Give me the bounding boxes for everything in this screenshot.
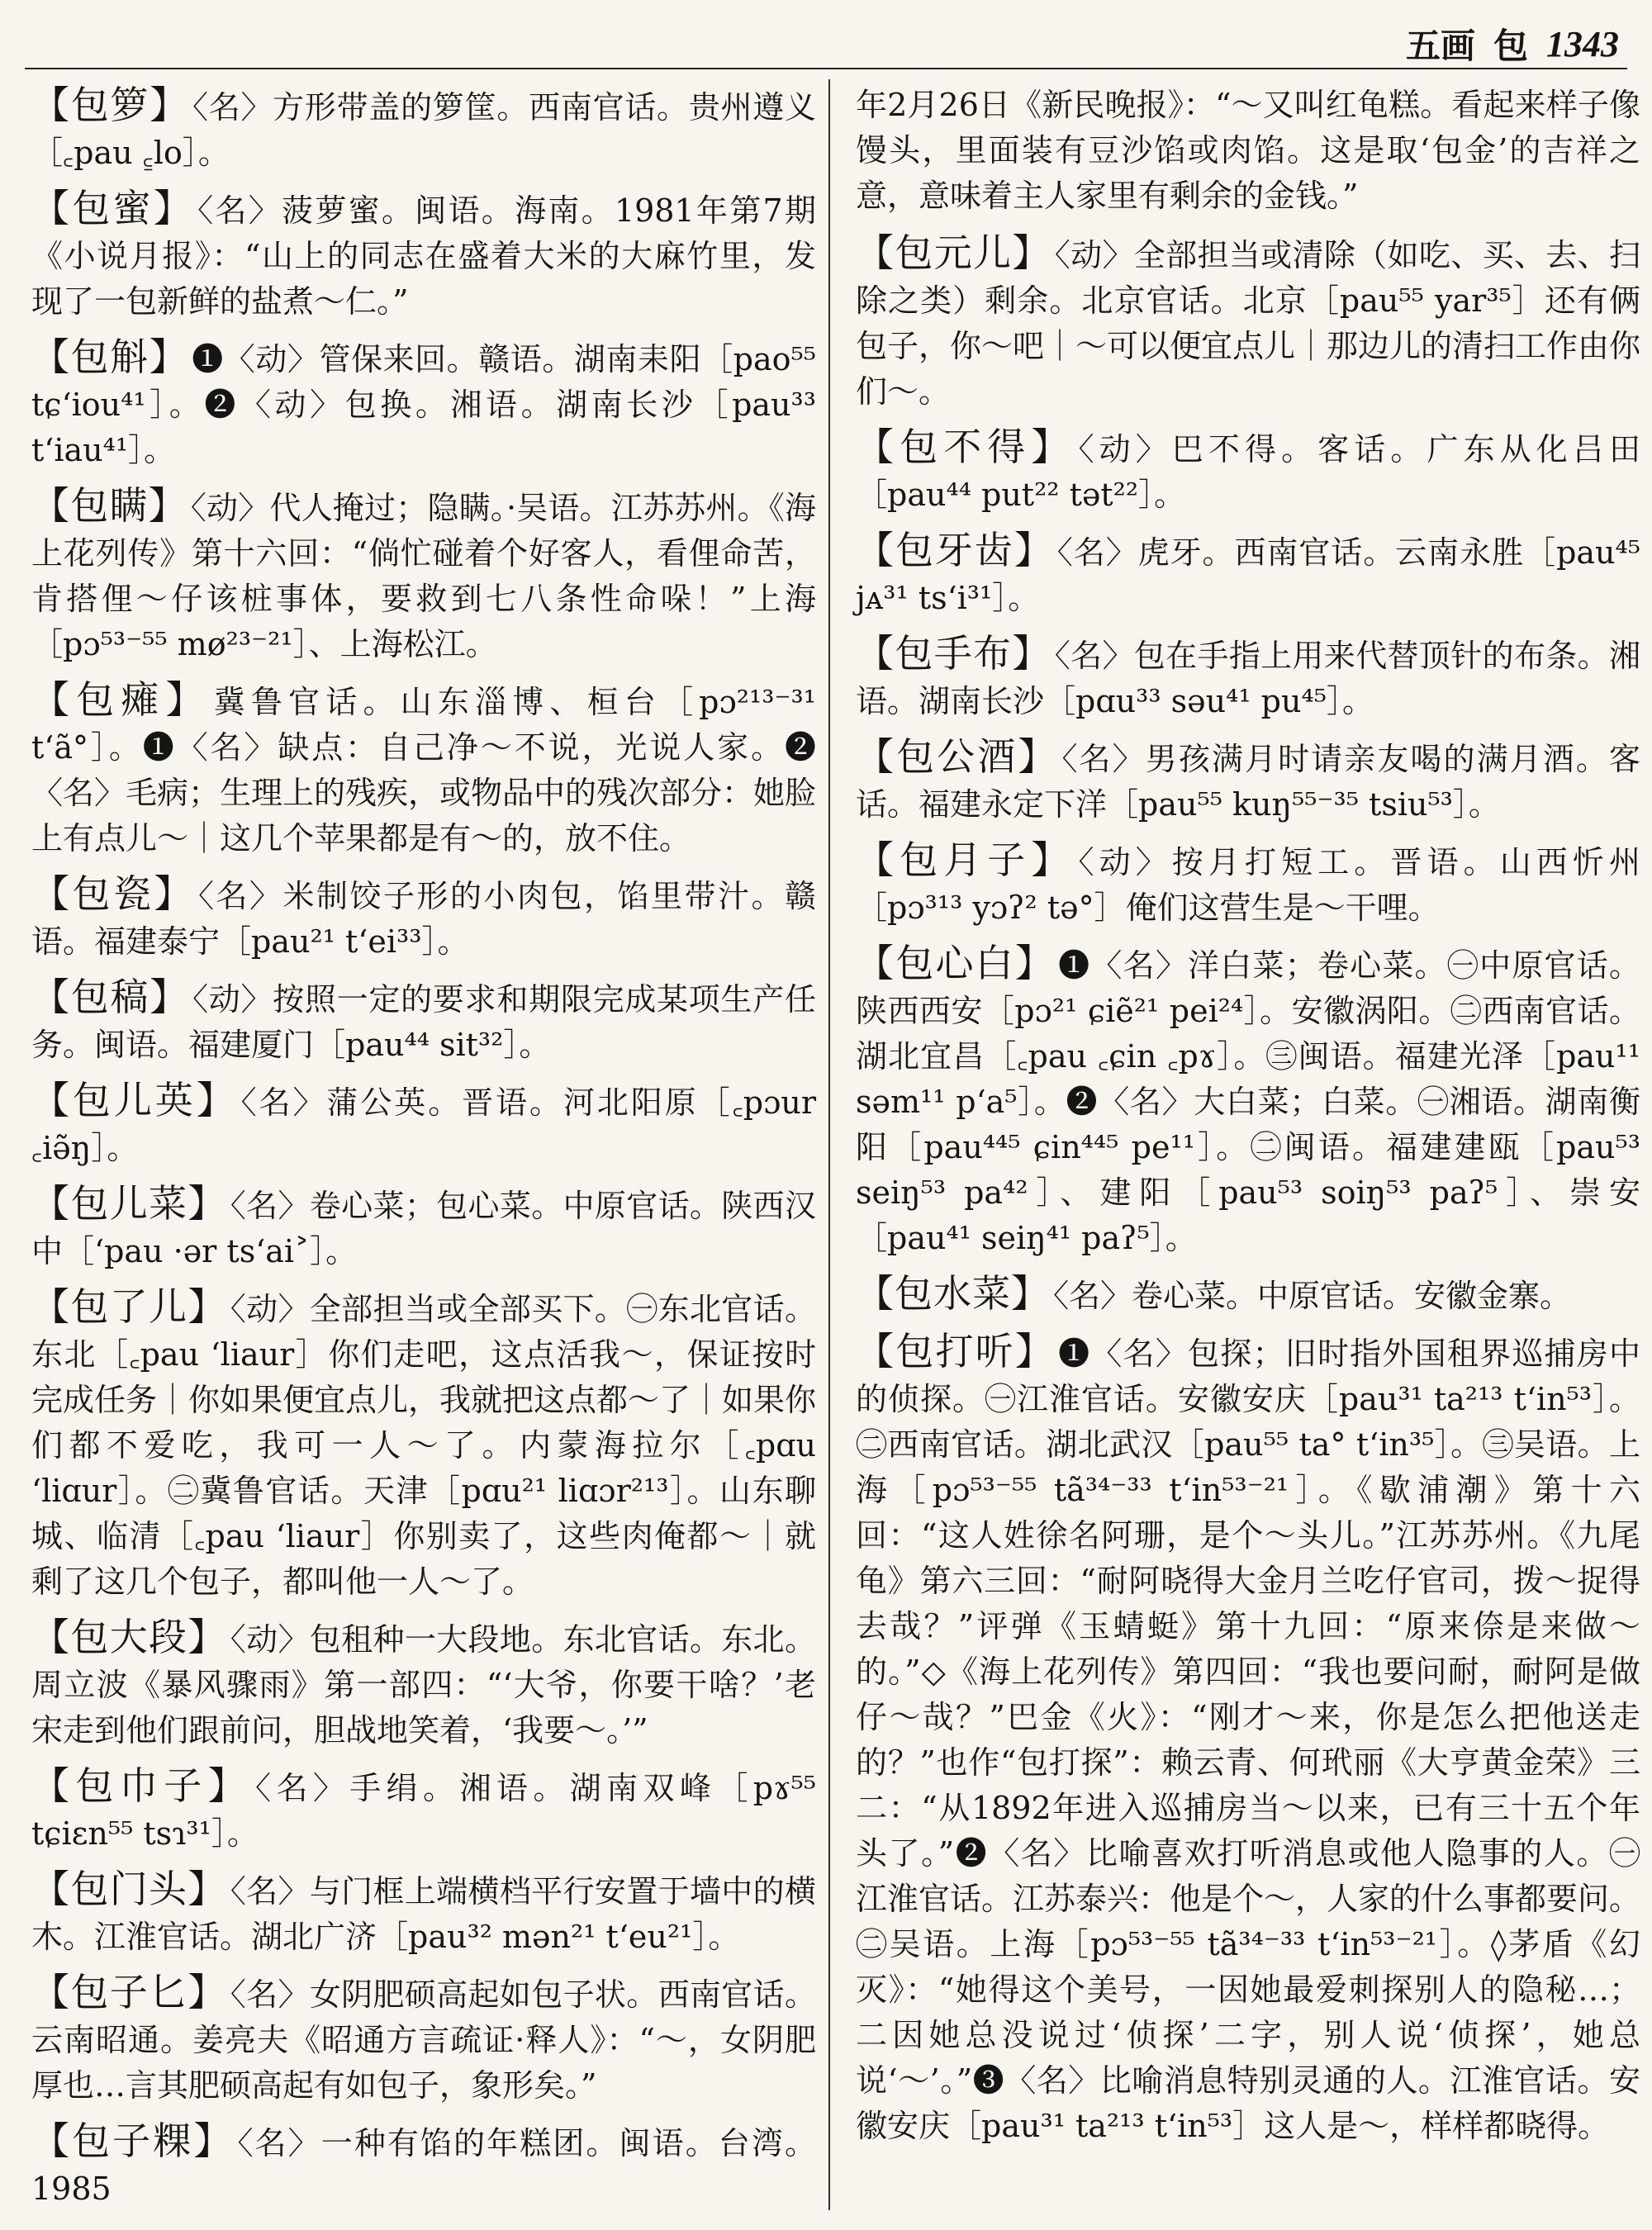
entry-definition: 〈名〉蒲公英。晋语。河北阳原［꜀pɔur ꜀iə̃ŋ］。	[31, 1084, 816, 1166]
entry-headword: 【包子匕】	[31, 1970, 227, 2014]
entry-headword: 【包打听】	[856, 1329, 1056, 1374]
entry-definition: 〈名〉菠萝蜜。闽语。海南。1981年第7期《小说月报》：“山上的同志在盛着大米的大麻竹里，发现了一包新鲜的盐煮～仁。”	[31, 192, 817, 320]
entry-definition: 〈动〉全部担当或清除（如吃、买、去、扫除之类）剩余。北京官话。北京［pau⁵⁵ yar³⁵］还有俩包子，你～吧｜～可以便宜点儿｜那边儿的清扫工作由你们～。	[856, 237, 1641, 410]
entry-definition: 〈动〉包租种一大段地。东北官话。东北。周立波《暴风骤雨》第一部四：“‘大爷，你要干啥？’老宋走到他们跟前问，胆战地笑着，‘我要～。’”	[31, 1621, 817, 1748]
entry-headword: 【包瞒】	[31, 483, 188, 528]
dictionary-entry	[31, 1615, 816, 1753]
entry-definition: 〈名〉包在手指上用来代替顶针的布条。湘语。湖南长沙［pɑu³³ səu⁴¹ pu⁴⁵］。	[856, 638, 1641, 719]
dictionary-entry	[856, 941, 1640, 1261]
dictionary-entry	[31, 334, 816, 473]
entry-headword: 【包不得】	[856, 425, 1075, 469]
entry-headword: 【包儿菜】	[31, 1181, 227, 1226]
entry-definition: 〈名〉女阴肥硕高起如包子状。西南官话。云南昭通。姜亮夫《昭通方言疏证·释人》：“～，女阴肥厚也…言其肥硕高起有如包子，象形矣。”	[31, 1976, 817, 2104]
dictionary-entry	[31, 677, 816, 861]
entry-definition: 〈动〉按月打短工。晋语。山西忻州［pɔ³¹³ yɔʔ² tə°］俺们这营生是～干哩。	[856, 844, 1640, 926]
entry-headword: 【包蜜】	[31, 186, 195, 230]
dictionary-entry	[856, 734, 1640, 828]
dictionary-entry	[31, 1284, 816, 1605]
entry-definition: 〈动〉按照一定的要求和期限完成某项生产任务。闽语。福建厦门［pau⁴⁴ sit³²］。	[31, 981, 817, 1063]
entry-headword: 【包元儿】	[856, 230, 1051, 275]
entry-definition: ❶〈名〉包探；旧时指外国租界巡捕房中的侦探。㊀江淮官话。安徽安庆［pau³¹ ta²¹³ tʻin⁵³］。㊁西南官话。湖北武汉［pau⁵⁵ ta° tʻin³⁵］。㊂吴语。上海［pɔ⁵³⁻⁵⁵ tã³⁴⁻³³ tʻin⁵³⁻²¹］。《歇浦潮》第十六回：“这人姓徐名阿珊，是个～头儿。”江苏苏州。《九尾龟》第六三回：“耐阿晓得大金月兰吃仔官司，拨～捉得去哉？”评弹《玉蜻蜓》第十九回：“原来倷是来做～的。”◇《海上花列传》第四回：“我也要问耐，耐阿是做仔～哉？”巴金《火》：“刚才～来，你是怎么把他送走的？”也作“包打探”：赖云青、何玳丽《大亨黄金荣》三二：“从1892年进入巡捕房当～以来，已有三十五个年头了。”❷〈名〉比喻喜欢打听消息或他人隐事的人。㊀江淮官话。江苏泰兴：他是个～，人家的什么事都要问。㊁吴语。上海［pɔ⁵³⁻⁵⁵ tã³⁴⁻³³ tʻin⁵³⁻²¹］。◊茅盾《幻灭》：“她得这个美号，一因她最爱刺探别人的隐秘…；二因她总没说过‘侦探’二字，别人说‘侦探’，她总说‘～’。”❸〈名〉比喻消息特别灵通的人。江淮官话。安徽安庆［pau³¹ ta²¹³ tʻin⁵³］这人是～，样样都晓得。	[856, 1336, 1641, 2144]
section-label: 五画	[1405, 26, 1475, 66]
entry-headword: 【包牙齿】	[856, 528, 1054, 572]
entry-headword: 【包瘫】	[31, 677, 211, 722]
header-rule	[25, 68, 1627, 69]
entry-headword: 【包箩】	[31, 83, 189, 127]
entry-definition: ❶〈动〉管保来回。赣语。湖南耒阳［pao⁵⁵ tɕʻiou⁴¹］。❷〈动〉包换。湘语。湖南长沙［pau³³ tʻiau⁴¹］。	[31, 341, 817, 468]
entry-definition: 〈名〉男孩满月时请亲友喝的满月酒。客话。福建永定下洋［pau⁵⁵ kuŋ⁵⁵⁻³⁵ tsiu⁵³］。	[856, 741, 1640, 823]
entry-headword: 【包稿】	[31, 975, 189, 1019]
entry-headword: 【包巾子】	[31, 1763, 253, 1808]
entry-headword: 【包瓷】	[31, 871, 195, 916]
entry-definition: 〈名〉卷心菜；包心菜。中原官话。陕西汉中［ʻpau ·ər tsʻai˃］。	[31, 1188, 817, 1269]
dictionary-entry	[31, 1763, 816, 1857]
entry-definition: 〈名〉手绢。湘语。湖南双峰［pɤ⁵⁵ tɕiɛn⁵⁵ tsɿ³¹］。	[31, 1770, 816, 1852]
entry-definition: 〈动〉全部担当或全部买下。㊀东北官话。东北［꜀pau ʻliaur］你们走吧，这点活我～，保证按时完成任务｜你如果便宜点儿，我就把这点都～了｜如果你们都不爱吃，我可一人～了。内蒙海拉尔［꜀pɑu ʻliɑur］。㊁冀鲁官话。天津［pɑu²¹ liɑɔr²¹³］。山东聊城、临清［꜀pau ʻliaur］你别卖了，这些肉俺都～｜就剩了这几个包子，都叫他一人～了。	[31, 1291, 817, 1600]
radical-label: 包	[1493, 26, 1528, 66]
dictionary-entry	[31, 1181, 816, 1274]
entry-definition: 〈名〉方形带盖的箩筐。西南官话。贵州遵义［꜀pau ꜁lo］。	[31, 89, 817, 171]
entry-headword: 【包手布】	[856, 631, 1051, 676]
left-column	[31, 83, 816, 2222]
entry-definition: 〈名〉虎牙。西南官话。云南永胜［pau⁴⁵ jᴀ³¹ tsʻi³¹］。	[856, 534, 1640, 616]
dictionary-entry	[856, 528, 1640, 621]
entry-definition: 〈名〉一种有馅的年糕团。闽语。台湾。1985	[31, 2125, 816, 2207]
entry-headword: 【包月子】	[856, 837, 1075, 882]
dictionary-entry	[856, 230, 1640, 415]
dictionary-entry	[856, 425, 1640, 518]
entry-definition: 〈名〉卷心菜。中原官话。安徽金寨。	[1053, 1278, 1572, 1314]
entry-headword: 【包大段】	[31, 1615, 227, 1659]
dictionary-entry	[856, 1271, 1640, 1319]
entry-definition: 〈动〉代人掩过；隐瞒。·吴语。江苏苏州。《海上花列传》第十六回：“倘忙碰着个好客人，看俚命苦，肯搭俚～仔该桩事体，要救到七八条性命哚！”上海［pɔ⁵³⁻⁵⁵ mø²³⁻²¹］、上海松江。	[31, 490, 816, 662]
entry-headword: 【包儿英】	[31, 1078, 238, 1122]
dictionary-entry	[856, 1329, 1640, 2149]
entry-definition: 冀鲁官话。山东淄博、桓台［pɔ²¹³⁻³¹ tʻã°］。❶〈名〉缺点：自己净～不说，光说人家。❷〈名〉毛病；生理上的残疾，或物品中的残次部分：她脸上有点儿～｜这几个苹果都是有～的，放不住。	[31, 684, 817, 856]
entry-definition: 〈名〉与门框上端横档平行安置于墙中的横木。江淮官话。湖北广济［pau³² mən²¹ tʻeu²¹］。	[31, 1873, 817, 1955]
entry-headword: 【包水菜】	[856, 1271, 1050, 1316]
dictionary-entry	[31, 975, 816, 1068]
dictionary-entry	[31, 1078, 816, 1171]
entry-definition: 〈动〉巴不得。客话。广东从化吕田［pau⁴⁴ put²² tət²²］。	[856, 431, 1640, 513]
dictionary-entry	[31, 186, 816, 325]
column-divider	[828, 79, 830, 2210]
right-column	[856, 83, 1640, 2159]
entry-definition: ❶〈名〉洋白菜；卷心菜。㊀中原官话。陕西西安［pɔ²¹ ɕiẽ²¹ pei²⁴］。安徽涡阳。㊁西南官话。湖北宜昌［꜀pau ꜀ɕin ꜀pɤ］。㊂闽语。福建光泽［pau¹¹ səm¹¹ pʻa⁵］。❷〈名〉大白菜；白菜。㊀湘语。湖南衡阳［pau⁴⁴⁵ ɕin⁴⁴⁵ pe¹¹］。㊁闽语。福建建瓯［pau⁵³ seiŋ⁵³ pa⁴²］、建阳［pau⁵³ soiŋ⁵³ paʔ⁵］、崇安［pau⁴¹ seiŋ⁴¹ paʔ⁵］。	[856, 947, 1640, 1256]
dictionary-entry	[856, 631, 1640, 724]
dictionary-entry	[31, 483, 816, 667]
entry-definition: 〈名〉米制饺子形的小肉包，馅里带汁。赣语。福建泰宁［pau²¹ tʻei³³］。	[31, 878, 816, 960]
entry-headword: 【包门头】	[31, 1867, 227, 1911]
page-number: 1343	[1546, 23, 1619, 64]
dictionary-entry	[31, 83, 816, 176]
entry-headword: 【包子粿】	[31, 2118, 235, 2163]
dictionary-entry	[31, 871, 816, 965]
entry-headword: 【包斛】	[31, 334, 189, 379]
entry-headword: 【包公酒】	[856, 734, 1059, 779]
page-header	[1189, 15, 1619, 73]
dictionary-entry	[856, 837, 1640, 931]
dictionary-entry	[31, 1867, 816, 1960]
entry-continuation: 年2月26日《新民晚报》：“～又叫红龟糕。看起来样子像馒头，里面装有豆沙馅或肉馅。这是取‘包金’的吉祥之意，意味着主人家里有剩余的金钱。”	[856, 87, 1640, 214]
entry-headword: 【包了儿】	[31, 1284, 227, 1329]
entry-headword: 【包心白】	[856, 941, 1056, 985]
dictionary-entry	[31, 2118, 816, 2212]
dictionary-entry	[31, 1970, 816, 2109]
